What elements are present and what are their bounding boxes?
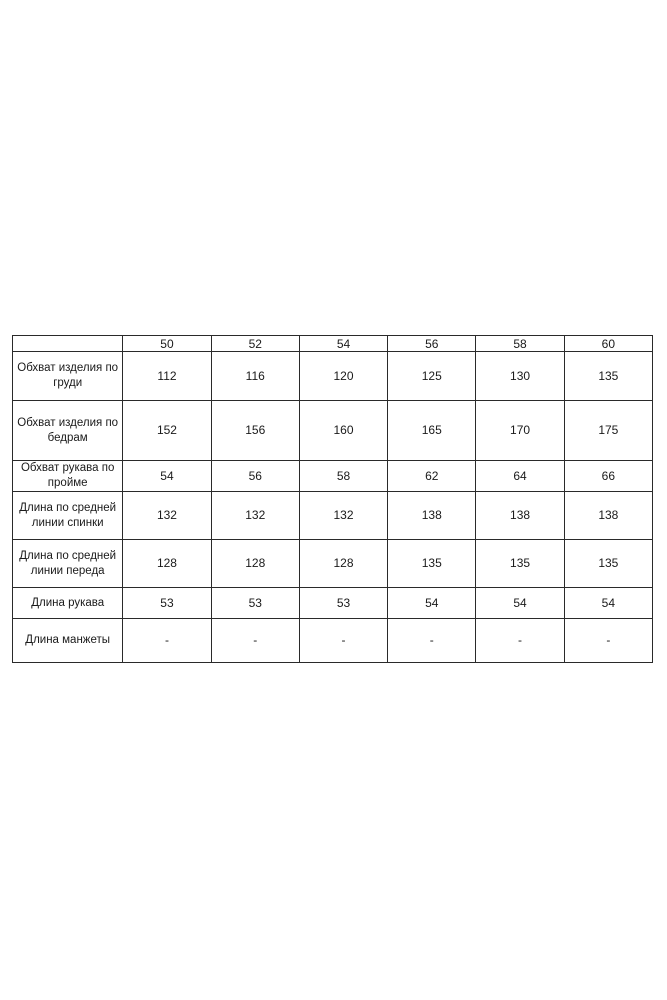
value-cell: 156 bbox=[211, 401, 299, 461]
table-row bbox=[13, 619, 653, 663]
value-cell: 138 bbox=[564, 492, 652, 540]
value-cell: 132 bbox=[123, 492, 211, 540]
value-cell: 58 bbox=[299, 461, 387, 492]
value-cell: 130 bbox=[476, 352, 564, 401]
value-cell: 128 bbox=[211, 540, 299, 588]
value-cell: 56 bbox=[211, 461, 299, 492]
value-cell: 152 bbox=[123, 401, 211, 461]
value-cell: - bbox=[564, 619, 652, 663]
value-cell: 54 bbox=[564, 588, 652, 619]
size-header: 58 bbox=[476, 336, 564, 352]
value-cell: 53 bbox=[123, 588, 211, 619]
value-cell: 53 bbox=[299, 588, 387, 619]
value-cell: 54 bbox=[388, 588, 476, 619]
value-cell: - bbox=[211, 619, 299, 663]
value-cell: 64 bbox=[476, 461, 564, 492]
value-cell: 138 bbox=[388, 492, 476, 540]
value-cell: 62 bbox=[388, 461, 476, 492]
value-cell: 170 bbox=[476, 401, 564, 461]
value-cell: 53 bbox=[211, 588, 299, 619]
value-cell: 132 bbox=[299, 492, 387, 540]
table-row bbox=[13, 540, 653, 588]
value-cell: 165 bbox=[388, 401, 476, 461]
table-row bbox=[13, 461, 653, 492]
header-row bbox=[13, 336, 653, 352]
value-cell: 128 bbox=[123, 540, 211, 588]
row-label: Обхват изделия по груди bbox=[13, 352, 123, 401]
size-header: 54 bbox=[299, 336, 387, 352]
size-header: 60 bbox=[564, 336, 652, 352]
table-row bbox=[13, 588, 653, 619]
value-cell: 132 bbox=[211, 492, 299, 540]
value-cell: 66 bbox=[564, 461, 652, 492]
value-cell: 125 bbox=[388, 352, 476, 401]
size-header: 56 bbox=[388, 336, 476, 352]
value-cell: - bbox=[476, 619, 564, 663]
value-cell: 54 bbox=[476, 588, 564, 619]
table-row bbox=[13, 401, 653, 461]
value-cell: 160 bbox=[299, 401, 387, 461]
value-cell: 138 bbox=[476, 492, 564, 540]
value-cell: 128 bbox=[299, 540, 387, 588]
size-header: 50 bbox=[123, 336, 211, 352]
value-cell: 54 bbox=[123, 461, 211, 492]
value-cell: - bbox=[299, 619, 387, 663]
value-cell: - bbox=[123, 619, 211, 663]
value-cell: 112 bbox=[123, 352, 211, 401]
table-row bbox=[13, 492, 653, 540]
row-label: Длина по средней линии спинки bbox=[13, 492, 123, 540]
row-label: Обхват изделия по бедрам bbox=[13, 401, 123, 461]
row-label: Обхват рукава по пройме bbox=[13, 461, 123, 492]
row-label: Длина манжеты bbox=[13, 619, 123, 663]
value-cell: 135 bbox=[564, 352, 652, 401]
row-label: Длина рукава bbox=[13, 588, 123, 619]
size-header: 52 bbox=[211, 336, 299, 352]
value-cell: 135 bbox=[476, 540, 564, 588]
value-cell: - bbox=[388, 619, 476, 663]
value-cell: 135 bbox=[564, 540, 652, 588]
row-label: Длина по средней линии переда bbox=[13, 540, 123, 588]
value-cell: 120 bbox=[299, 352, 387, 401]
value-cell: 135 bbox=[388, 540, 476, 588]
value-cell: 116 bbox=[211, 352, 299, 401]
size-chart-table bbox=[12, 335, 653, 663]
table-row bbox=[13, 352, 653, 401]
corner-cell bbox=[13, 336, 123, 352]
value-cell: 175 bbox=[564, 401, 652, 461]
